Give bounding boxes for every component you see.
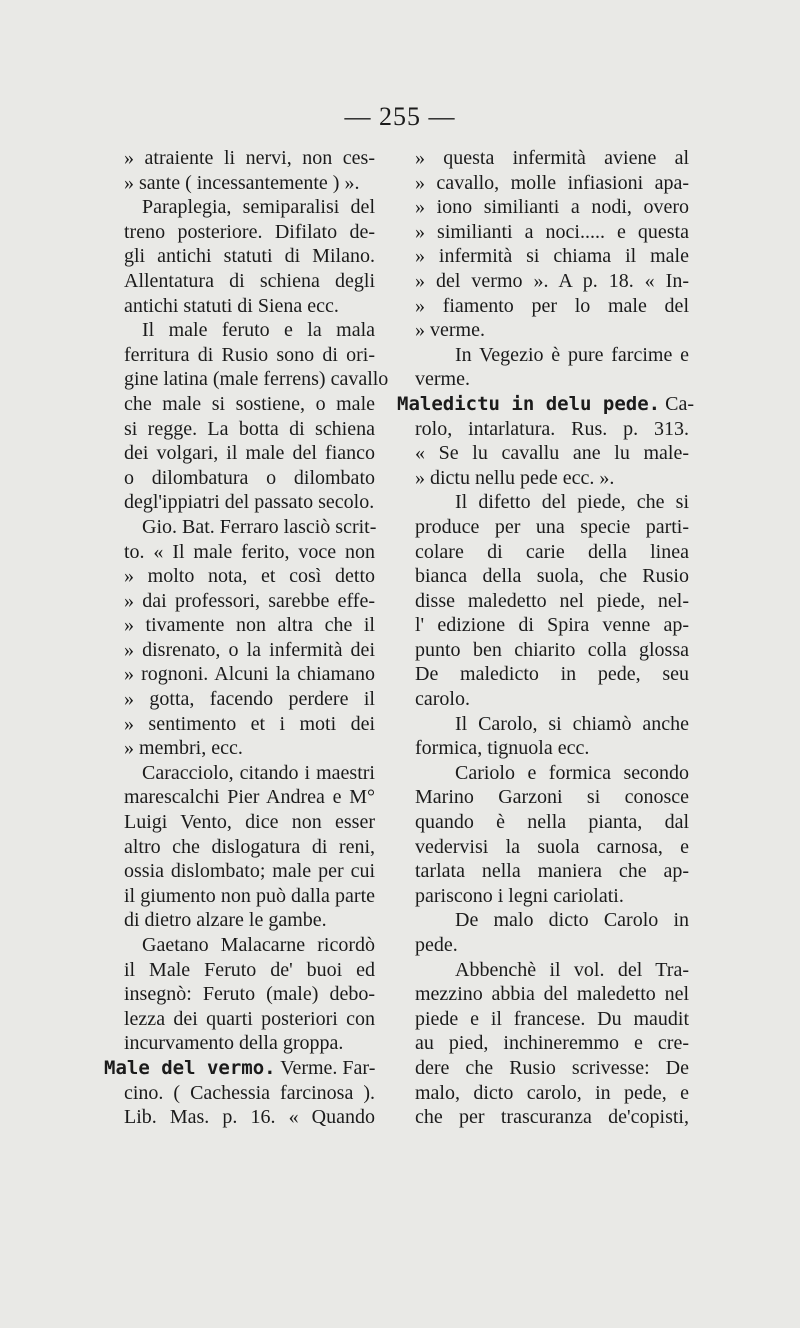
left-column-line: Gio. Bat. Ferraro lasciò scrit- bbox=[142, 515, 377, 538]
left-column-line: Il male feruto e la mala bbox=[142, 319, 375, 342]
left-column-line: » molto nota, et così detto bbox=[124, 565, 375, 588]
left-column-line: lezza dei quarti posteriori con bbox=[124, 1007, 375, 1030]
left-column-line: di dietro alzare le gambe. bbox=[124, 909, 327, 932]
right-column-line: » similianti a noci..... e questa bbox=[415, 220, 689, 243]
right-column-line: tarlata nella maniera che ap- bbox=[415, 860, 689, 883]
left-column-line: » sentimento et i moti dei bbox=[124, 712, 375, 735]
right-column-line: » del vermo ». A p. 18. « In- bbox=[415, 269, 689, 292]
left-column-line: Male del vermo. Verme. Far- bbox=[104, 1056, 376, 1079]
left-column-line: » gotta, facendo perdere il bbox=[124, 688, 375, 711]
right-column-line: Abbenchè il vol. del Tra- bbox=[455, 958, 689, 981]
left-column-line: » membri, ecc. bbox=[124, 737, 243, 760]
left-column-line: gine latina (male ferrens) cavallo bbox=[124, 368, 389, 391]
right-column-line: pede. bbox=[415, 934, 458, 956]
right-column-line: pariscono i legni cariolati. bbox=[415, 884, 624, 907]
left-column-line: insegnò: Feruto (male) debo- bbox=[124, 983, 375, 1006]
left-column-line: » tivamente non altra che il bbox=[124, 614, 375, 637]
left-column-line: Gaetano Malacarne ricordò bbox=[142, 934, 375, 956]
left-column-line: degl'ippiatri del passato secolo. bbox=[124, 491, 375, 514]
right-column-line: vedervisi la suola carnosa, e bbox=[415, 835, 689, 858]
right-column-line: » dictu nellu pede ecc. ». bbox=[415, 466, 615, 489]
right-column-line: » iono similianti a nodi, overo bbox=[415, 196, 689, 219]
left-column-line: ossia dislombato; male per cui bbox=[124, 860, 375, 883]
right-column-line: Cariolo e formica secondo bbox=[455, 761, 689, 784]
left-column-line: il Male Feruto de' buoi ed bbox=[124, 958, 375, 981]
right-column-line: che per trascuranza de'copisti, bbox=[415, 1106, 689, 1129]
left-column-line: gli antichi statuti di Milano. bbox=[124, 245, 375, 268]
left-column-line: treno posteriore. Difilato de- bbox=[124, 220, 375, 243]
left-column-line: altro che dislogatura di reni, bbox=[124, 835, 375, 858]
right-column-line: dere che Rusio scrivesse: De bbox=[415, 1056, 689, 1079]
left-column-line: il giumento non può dalla parte bbox=[124, 884, 375, 907]
right-column-line: au pied, inchineremmo e cre- bbox=[415, 1032, 689, 1055]
right-column-line: » fiamento per lo male del bbox=[415, 294, 689, 317]
right-column bbox=[397, 146, 694, 1130]
left-column-line: marescalchi Pier Andrea e M° bbox=[124, 786, 375, 809]
page-number: — 255 — bbox=[344, 102, 456, 131]
left-column-line: Luigi Vento, dice non esser bbox=[124, 811, 375, 834]
left-column-line: che male si sostiene, o male bbox=[124, 392, 375, 415]
left-column-line: antichi statuti di Siena ecc. bbox=[124, 294, 339, 317]
right-column-line: » verme. bbox=[415, 319, 485, 342]
right-column-line: punto ben chiarito colla glossa bbox=[415, 638, 689, 661]
right-column-line: quando è nella pianta, dal bbox=[415, 811, 689, 834]
right-column-line: « Se lu cavallu ane lu male- bbox=[415, 442, 689, 465]
right-column-line: » questa infermità aviene al bbox=[415, 147, 689, 169]
right-column-line: De malo dicto Carolo in bbox=[455, 909, 689, 932]
left-column-line: o dilombatura o dilombato bbox=[124, 466, 375, 489]
right-column-line: In Vegezio è pure farcime e bbox=[455, 343, 689, 366]
left-column-line: incurvamento della groppa. bbox=[124, 1032, 344, 1055]
left-column-line: » disrenato, o la infermità dei bbox=[124, 638, 375, 661]
left-column-line: » rognoni. Alcuni la chiamano bbox=[124, 663, 375, 686]
left-column-line: Allentatura di schiena degli bbox=[124, 269, 375, 292]
left-column-line: » dai professori, sarebbe effe- bbox=[124, 589, 375, 612]
right-column-line: carolo. bbox=[415, 688, 470, 711]
right-column-line: » cavallo, molle infiasioni apa- bbox=[415, 171, 689, 194]
right-column-line: Maledictu in delu pede. Ca- bbox=[397, 392, 694, 415]
right-column-line: malo, dicto carolo, in pede, e bbox=[415, 1081, 689, 1104]
left-column-line: to. « Il male ferito, voce non bbox=[124, 540, 375, 563]
right-column-line: piede e il francese. Du maudit bbox=[415, 1007, 689, 1030]
right-column-line: rolo, intarlatura. Rus. p. 313. bbox=[415, 417, 689, 440]
left-column-line: Caracciolo, citando i maestri bbox=[142, 761, 375, 784]
right-column-line: l' edizione di Spira venne ap- bbox=[415, 614, 689, 637]
right-column-line: » infermità si chiama il male bbox=[415, 245, 689, 268]
left-column-line: » sante ( incessantemente ) ». bbox=[124, 171, 360, 194]
right-column-line: mezzino abbia del maledetto nel bbox=[415, 983, 689, 1006]
right-column-line: Il Carolo, si chiamò anche bbox=[455, 712, 689, 735]
left-column-line: cino. ( Cachessia farcinosa ). bbox=[124, 1081, 375, 1104]
left-column-line: si regge. La botta di schiena bbox=[124, 417, 375, 440]
left-column-line: dei volgari, il male del fianco bbox=[124, 442, 375, 465]
right-column-line: De maledicto in pede, seu bbox=[415, 663, 689, 686]
right-column-line: produce per una specie parti- bbox=[415, 515, 689, 538]
left-column-line: ferritura di Rusio sono di ori- bbox=[124, 343, 375, 366]
right-column-line: bianca della suola, che Rusio bbox=[415, 565, 689, 588]
left-column-line: Paraplegia, semiparalisi del bbox=[142, 196, 375, 219]
right-column-line: Il difetto del piede, che si bbox=[455, 491, 689, 514]
left-column-line: » atraiente li nervi, non ces- bbox=[124, 147, 375, 169]
left-column-line: Lib. Mas. p. 16. « Quando bbox=[124, 1106, 375, 1129]
right-column-line: disse maledetto nel piede, nel- bbox=[415, 589, 689, 612]
right-column-line: Marino Garzoni si conosce bbox=[415, 786, 689, 809]
right-column-line: colare di carie della linea bbox=[415, 540, 689, 563]
right-column-line: formica, tignuola ecc. bbox=[415, 737, 590, 760]
right-column-line: verme. bbox=[415, 368, 470, 391]
left-column bbox=[104, 146, 389, 1130]
